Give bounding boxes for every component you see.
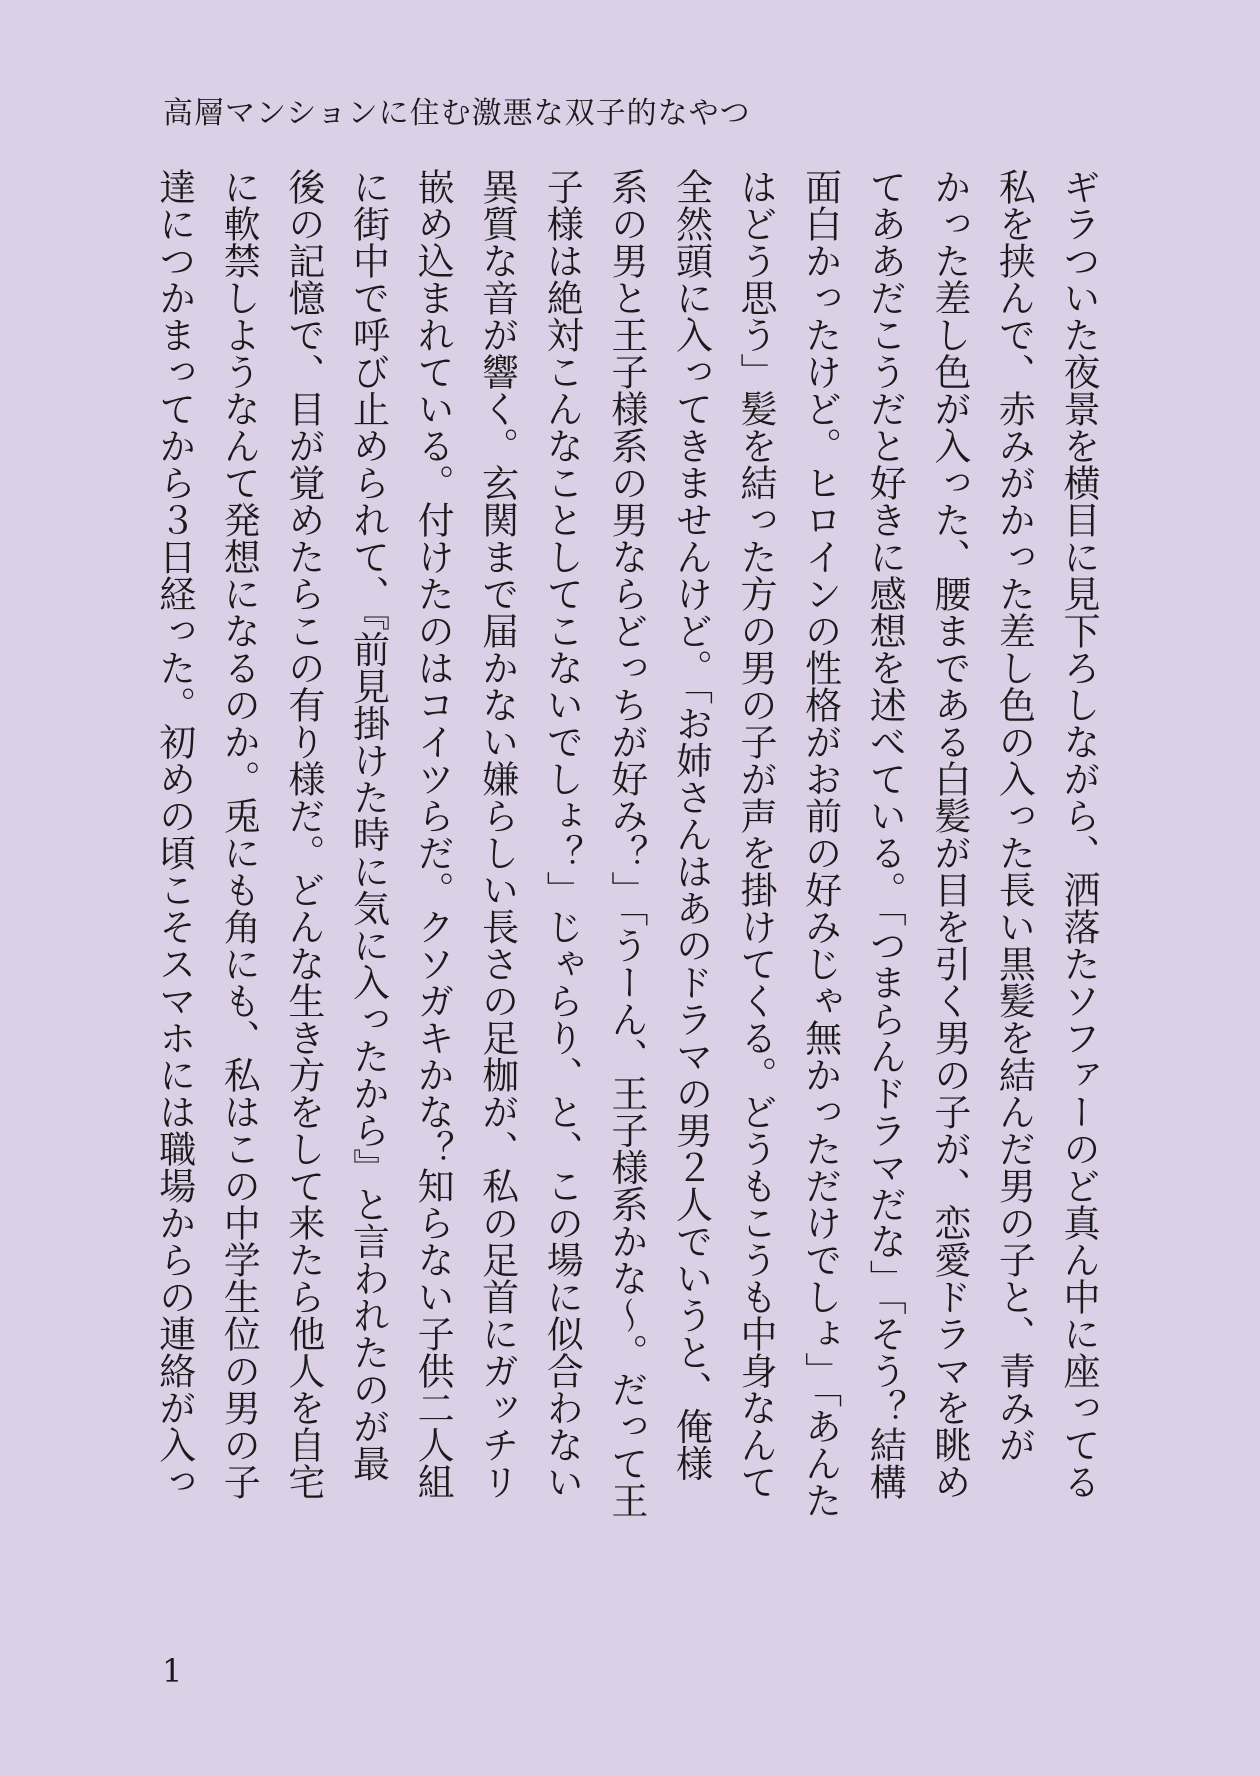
- text-column: てああだこうだと好きに感想を述べている。「つまらんドラマだな」「そう？結構: [863, 168, 907, 1500]
- page-number: 1: [162, 1652, 183, 1690]
- text-column: 達につかまってから３日経った。初めの頃こそスマホには職場からの連絡が入っ: [152, 168, 196, 1500]
- text-column: 系の男と王子様系の男ならどっちが好み？」「うーん、王子様系かな〜。だって王: [604, 168, 648, 1519]
- vertical-body-text: [141, 168, 1110, 1588]
- text-column: に軟禁しようなんて発想になるのか。兎にも角にも、私はこの中学生位の男の子: [217, 168, 261, 1500]
- text-column: に街中で呼び止められて、『前見掛けた時に気に入ったから』と言われたのが最: [346, 168, 390, 1482]
- text-column: 嵌め込まれている。付けたのはコイツらだ。クソガキかな？知らない子供二人組: [411, 168, 455, 1500]
- text-column: 面白かったけど。ヒロインの性格がお前の好みじゃ無かっただけでしょ」「あんた: [798, 168, 842, 1519]
- running-header: 高層マンションに住む激悪な双子的なやつ: [163, 96, 751, 131]
- text-column: 子様は絶対こんなことしてこないでしょ？」じゃらり、と、この場に似合わない: [540, 168, 584, 1500]
- text-column: かった差し色が入った、腰まである白髪が目を引く男の子が、恋愛ドラマを眺め: [927, 168, 971, 1500]
- text-column: 私を挟んで、赤みがかった差し色の入った長い黒髪を結んだ男の子と、青みが: [992, 168, 1036, 1463]
- text-column: 後の記憶で、目が覚めたらこの有り様だ。どんな生き方をして来たら他人を自宅: [281, 168, 325, 1500]
- text-column: 全然頭に入ってきませんけど。「お姉さんはあのドラマの男２人でいうと、俺様: [669, 168, 713, 1482]
- text-column: ギラついた夜景を横目に見下ろしながら、洒落たソファーのど真ん中に座ってる: [1057, 168, 1100, 1500]
- text-column: はどう思う」髪を結った方の男の子が声を掛けてくる。どうもこうも中身なんて: [734, 168, 778, 1500]
- text-column: 異質な音が響く。玄関まで届かない嫌らしい長さの足枷が、私の足首にガッチリ: [475, 168, 519, 1500]
